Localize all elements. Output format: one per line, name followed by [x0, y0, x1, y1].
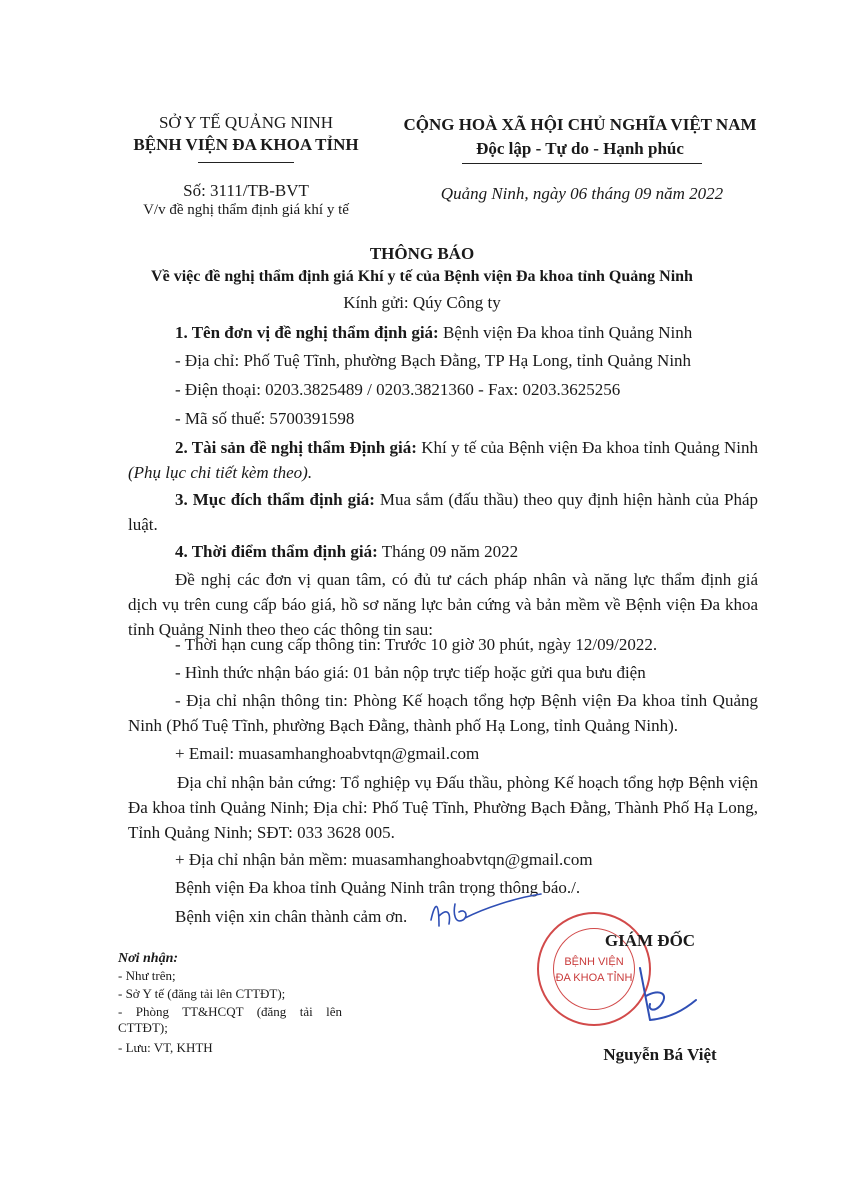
handwritten-signature [620, 960, 700, 1030]
section-1-value: Bệnh viện Đa khoa tỉnh Quảng Ninh [438, 323, 693, 342]
issue-date: Quảng Ninh, ngày 06 tháng 09 năm 2022 [440, 184, 724, 203]
section-2-note: (Phụ lục chi tiết kèm theo). [128, 463, 313, 482]
notice-title: THÔNG BÁO [369, 244, 475, 263]
deadline-line: - Thời hạn cung cấp thông tin: Trước 10 giờ 30 phút, ngày 12/09/2022. [175, 635, 658, 654]
section-1 [175, 320, 787, 345]
section-3-label: 3. Mục đích thẩm định giá: [175, 490, 375, 509]
closing-thanks: Bệnh viện xin chân thành cảm ơn. [175, 907, 408, 926]
section-1-label: 1. Tên đơn vị đề nghị thẩm định giá: [175, 323, 439, 342]
recipient-item: - Lưu: VT, KHTH [118, 1040, 213, 1055]
closing-notice: Bệnh viện Đa khoa tỉnh Quảng Ninh trân trọng thông báo./. [175, 878, 581, 897]
signer-position: GIÁM ĐỐC [604, 931, 696, 950]
hardcopy-address: Địa chỉ nhận bản cứng: Tổ nghiệp vụ Đấu thầu, phòng Kế hoạch tổng hợp Bệnh viện Đa khoa tỉnh Quảng Ninh; Địa chỉ: Phố Tuệ Tĩnh, Phường Bạch Đằng, Thành Phố Hạ Long, Tỉnh Quảng Ninh; SĐT: 033 3628 005. [128, 773, 758, 842]
nation-title: CỘNG HOÀ XÃ HỘI CHỦ NGHĨA VIỆT NAM [403, 115, 757, 134]
hospital-name: BỆNH VIỆN ĐA KHOA TỈNH [133, 135, 359, 154]
stamp-text-line-2: ĐA KHOA TỈNH [555, 972, 633, 984]
section-4-label: 4. Thời điểm thẩm định giá: [175, 542, 378, 561]
stamp-text-line-1: BỆNH VIỆN [564, 956, 624, 968]
receive-address: - Địa chỉ nhận thông tin: Phòng Kế hoạch tổng hợp Bệnh viện Đa khoa tỉnh Quảng Ninh (Phố Tuệ Tĩnh, phường Bạch Đằng, thành phố Hạ Long, tỉnh Quảng Ninh). [128, 691, 758, 735]
signer-name: Nguyễn Bá Việt [603, 1045, 717, 1064]
section-1-tax: - Mã số thuế: 5700391598 [175, 409, 355, 428]
header-right-rule [462, 163, 702, 164]
section-2 [128, 435, 758, 485]
notice-subtitle: Về việc đề nghị thẩm định giá Khí y tế của Bệnh viện Đa khoa tỉnh Quảng Ninh [151, 268, 693, 285]
section-3-value: Mua sắm (đấu thầu) theo quy định hiện hành của Pháp luật. [128, 490, 758, 534]
greeting: Kính gửi: Qúy Công ty [343, 293, 501, 312]
email-line: + Email: muasamhanghoabvtqn@gmail.com [175, 744, 480, 763]
agency-name: SỞ Y TẾ QUẢNG NINH [158, 113, 334, 132]
section-2-label: 2. Tài sản đề nghị thẩm Định giá: [175, 438, 417, 457]
recipients-heading: Nơi nhận: [118, 951, 179, 966]
section-1-phone: - Điện thoại: 0203.3825489 / 0203.3821360 - Fax: 0203.3625256 [175, 380, 621, 399]
section-4 [175, 539, 787, 564]
method-line: - Hình thức nhận báo giá: 01 bản nộp trực tiếp hoặc gửi qua bưu điện [175, 663, 646, 682]
section-1-address: - Địa chỉ: Phố Tuệ Tĩnh, phường Bạch Đằng, TP Hạ Long, tỉnh Quảng Ninh [175, 351, 692, 370]
recipient-item: - Phòng TT&HCQT (đăng tải lên CTTĐT); [118, 1004, 342, 1035]
initials-signature [425, 890, 545, 940]
section-3 [128, 487, 758, 537]
recipient-item: - Như trên; [118, 968, 176, 983]
document-subject: V/v đề nghị thẩm định giá khí y tế [143, 202, 349, 218]
recipient-item: - Sở Y tế (đăng tải lên CTTĐT); [118, 986, 286, 1001]
softcopy-address: + Địa chỉ nhận bản mềm: muasamhanghoabvtqn@gmail.com [175, 850, 593, 869]
header-left-rule [198, 162, 294, 163]
request-paragraph: Đề nghị các đơn vị quan tâm, có đủ tư cách pháp nhân và năng lực thẩm định giá dịch vụ trên cung cấp báo giá, hồ sơ năng lực bản cứng và bản mềm về Bệnh viện Đa khoa tỉnh Quảng Ninh theo theo các thông tin sau: [128, 570, 758, 639]
section-2-value: Khí y tế của Bệnh viện Đa khoa tỉnh Quảng Ninh [416, 438, 759, 457]
section-4-value: Tháng 09 năm 2022 [377, 542, 519, 561]
document-number: Số: 3111/TB-BVT [183, 181, 309, 200]
nation-motto: Độc lập - Tự do - Hạnh phúc [476, 139, 684, 158]
